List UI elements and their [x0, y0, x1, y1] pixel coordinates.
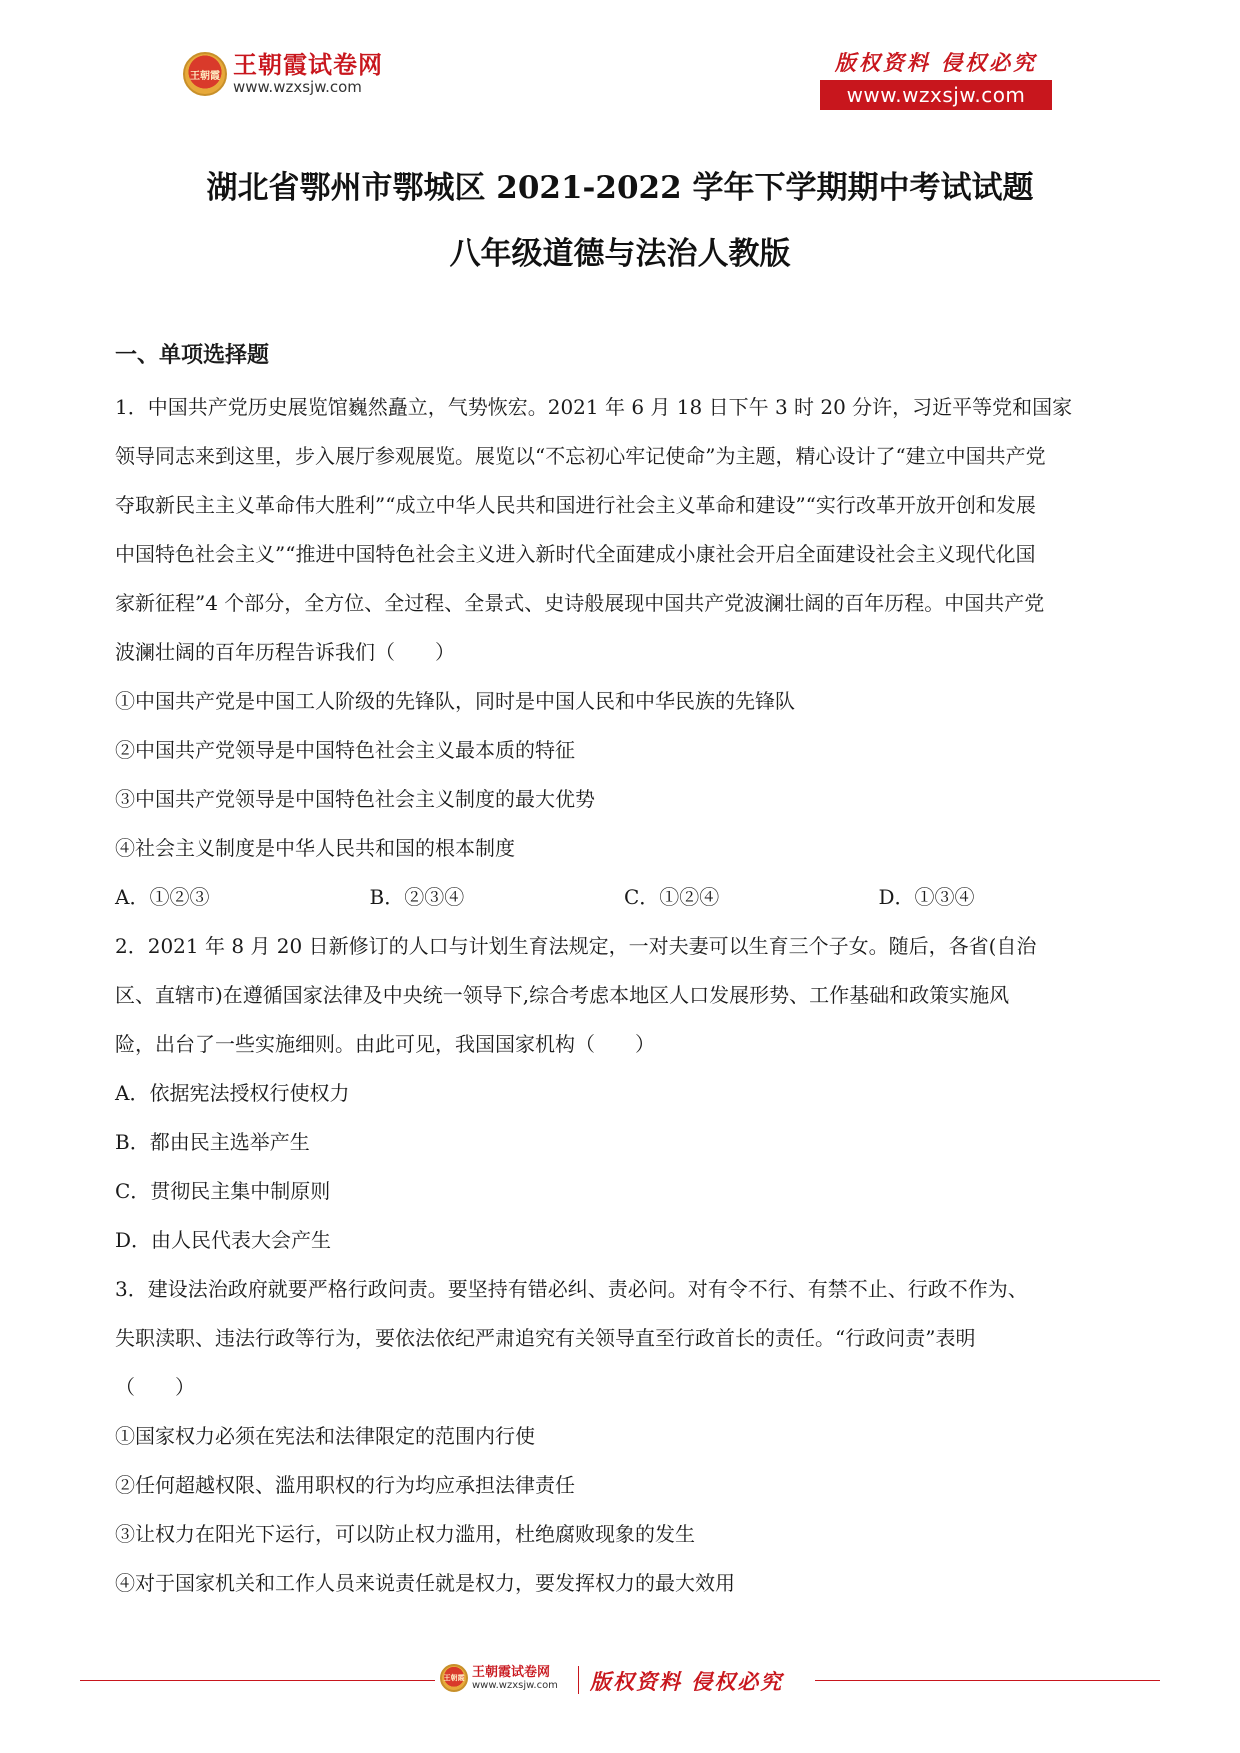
question-text-line: 1．中国共产党历史展览馆巍然矗立，气势恢宏。2021 年 6 月 18 日下午 3 时 20 分许，习近平等党和国家: [115, 395, 1073, 419]
answer-option-b: B．都由民主选举产生: [115, 1130, 310, 1154]
page-header: [0, 0, 1240, 120]
copyright-notice: [820, 50, 1052, 110]
logo-site-url[interactable]: www.wzxsjw.com: [233, 78, 362, 96]
question-text-line: 失职渎职、违法行政等行为，要依法依纪严肃追究有关领导直至行政首长的责任。“行政问责”表明: [115, 1326, 976, 1350]
statement-item: ①国家权力必须在宪法和法律限定的范围内行使: [115, 1424, 535, 1448]
footer-divider-line: [80, 1680, 435, 1681]
copyright-text: 版权资料 侵权必究: [834, 50, 1038, 75]
question-text-line: 险，出台了一些实施细则。由此可见，我国国家机构（ ）: [115, 1032, 655, 1056]
footer-divider-line: [815, 1680, 1160, 1681]
question-3: [115, 1265, 1133, 1608]
answer-option-d: D．由人民代表大会产生: [115, 1228, 332, 1252]
answer-option-c: C．贯彻民主集中制原则: [115, 1179, 331, 1203]
footer-logo[interactable]: [440, 1664, 558, 1692]
footer-site-name: 王朝霞试卷网: [472, 1664, 551, 1680]
footer-vertical-divider: [578, 1666, 579, 1694]
footer-seal-icon: 王朝霞: [440, 1664, 468, 1692]
answer-option-d: D．①③④: [878, 885, 975, 909]
logo-seal-icon: 王朝霞: [183, 52, 227, 96]
question-text-line: （ ）: [115, 1375, 195, 1399]
site-logo[interactable]: [183, 52, 383, 96]
question-text-line: 家新征程”4 个部分，全方位、全过程、全景式、史诗般展现中国共产党波澜壮阔的百年历程。中国共产党: [115, 591, 1045, 615]
question-text-line: 2．2021 年 8 月 20 日新修订的人口与计划生育法规定，一对夫妻可以生育三个子女。随后，各省(自治: [115, 934, 1037, 958]
exam-title: 湖北省鄂州市鄂城区 2021-2022 学年下学期期中考试试题: [206, 170, 1034, 206]
statement-item: ③中国共产党领导是中国特色社会主义制度的最大优势: [115, 787, 595, 811]
statement-item: ②任何超越权限、滥用职权的行为均应承担法律责任: [115, 1473, 575, 1497]
statement-item: ④社会主义制度是中华人民共和国的根本制度: [115, 836, 515, 860]
answer-options-row: [115, 873, 1133, 922]
question-text-line: 波澜壮阔的百年历程告诉我们（ ）: [115, 640, 455, 664]
page-footer: [0, 1660, 1240, 1700]
logo-text: [233, 52, 383, 96]
question-2: [115, 922, 1133, 1265]
question-body: [115, 383, 1133, 1608]
answer-option-a: A．依据宪法授权行使权力: [115, 1081, 350, 1105]
answer-option-a: A．①②③: [115, 885, 210, 909]
question-text-line: 3．建设法治政府就要严格行政问责。要坚持有错必纠、责必问。对有令不行、有禁不止、行政不作为、: [115, 1277, 1028, 1301]
footer-copyright-text: 版权资料 侵权必究: [590, 1669, 784, 1694]
question-1: [115, 383, 1133, 922]
question-text-line: 夺取新民主主义革命伟大胜利”“成立中华人民共和国进行社会主义革命和建设”“实行改革开放开创和发展: [115, 493, 1036, 517]
statement-item: ④对于国家机关和工作人员来说责任就是权力，要发挥权力的最大效用: [115, 1571, 735, 1595]
logo-site-name: 王朝霞试卷网: [233, 51, 383, 79]
answer-option-c: C．①②④: [624, 885, 720, 909]
exam-subtitle: 八年级道德与法治人教版: [449, 236, 791, 272]
statement-item: ②中国共产党领导是中国特色社会主义最本质的特征: [115, 738, 575, 762]
copyright-url-banner[interactable]: www.wzxsjw.com: [820, 80, 1052, 110]
section-heading: 一、单项选择题: [115, 343, 270, 368]
question-text-line: 领导同志来到这里，步入展厅参观展览。展览以“不忘初心牢记使命”为主题，精心设计了“建立中国共产党: [115, 444, 1046, 468]
footer-site-url[interactable]: www.wzxsjw.com: [472, 1679, 558, 1691]
answer-option-b: B．②③④: [369, 885, 465, 909]
question-text-line: 中国特色社会主义”“推进中国特色社会主义进入新时代全面建成小康社会开启全面建设社会主义现代化国: [115, 542, 1036, 566]
question-text-line: 区、直辖市)在遵循国家法律及中央统一领导下,综合考虑本地区人口发展形势、工作基础和政策实施风: [115, 983, 1010, 1007]
statement-item: ③让权力在阳光下运行，可以防止权力滥用，杜绝腐败现象的发生: [115, 1522, 695, 1546]
statement-item: ①中国共产党是中国工人阶级的先锋队，同时是中国人民和中华民族的先锋队: [115, 689, 795, 713]
footer-logo-text: [472, 1665, 558, 1692]
